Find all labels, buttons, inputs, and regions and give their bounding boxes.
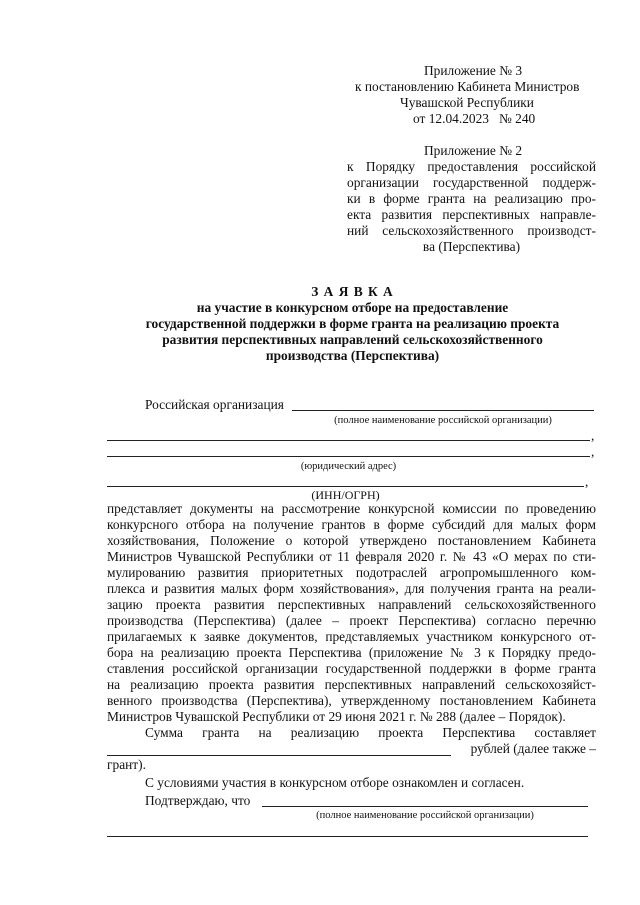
body-line: зацию проекта развития перспективных направлений сельскохозяйственного <box>107 597 596 612</box>
inn-ogrn-hint: (ИНН/ОГРН) <box>311 488 380 502</box>
body-line: плекса и развития малых форм хозяйствования», для получения гранта на реали- <box>107 581 596 596</box>
address-field-line-1[interactable] <box>107 440 590 441</box>
inn-ogrn-field[interactable] <box>107 486 584 487</box>
rubles-text: рублей (далее также – <box>470 741 596 756</box>
appendix-2-line: ний сельскохозяйственного производст- <box>347 223 596 238</box>
appendix-2-line: ва (Перспектива) <box>422 239 521 254</box>
confirm-organization-field[interactable] <box>262 806 588 807</box>
comma: , <box>591 428 595 443</box>
agreement-text: С условиями участия в конкурсном отборе ознакомлен и согласен. <box>145 775 525 790</box>
document-subtitle-line: развития перспективных направлений сельскохозяйственного <box>162 332 543 347</box>
confirm-continuation-field[interactable] <box>107 836 588 837</box>
appendix-3-title: Приложение № 3 <box>424 63 523 78</box>
appendix-3-line: Чувашской Республики <box>400 95 534 110</box>
organization-name-hint: (полное наименование российской организации) <box>334 415 552 426</box>
appendix-2-line: к Порядку предоставления российской <box>347 159 596 174</box>
address-field-line-2[interactable] <box>107 456 590 457</box>
body-line: хозяйствования, Положение о которой утверждено постановлением Кабинета <box>107 533 596 548</box>
confirm-organization-hint: (полное наименование российской организации) <box>316 810 534 821</box>
grant-text: грант). <box>107 757 146 772</box>
appendix-2-line: организации государственной поддерж- <box>347 175 596 190</box>
comma: , <box>591 444 595 459</box>
body-line: бора на реализацию проекта Перспектива (приложение № 3 к Порядку предо- <box>107 645 596 660</box>
body-line: представляет документы на рассмотрение конкурсной комиссии по проведению <box>107 501 596 516</box>
appendix-3-line: к постановлению Кабинета Министров <box>355 79 580 94</box>
body-line: венного производства (Перспектива), утвержденному постановлением Кабинета <box>107 693 596 708</box>
appendix-2-title: Приложение № 2 <box>424 143 523 158</box>
address-hint: (юридический адрес) <box>300 461 397 472</box>
document-subtitle-line: государственной поддержки в форме гранта на реализацию проекта <box>145 316 560 331</box>
body-line: конкурсного отбора на получение грантов в форме субсидий для малых форм <box>107 517 596 532</box>
body-line: Министров Чувашской Республики от 11 февраля 2020 г. № 43 «О мерах по сти- <box>107 549 596 564</box>
document-subtitle-line: производства (Перспектива) <box>265 348 440 363</box>
organization-label: Российская организация <box>145 397 284 412</box>
organization-name-field[interactable] <box>292 410 594 411</box>
document-heading: З А Я В К А <box>311 284 394 299</box>
document-subtitle-line: на участие в конкурсном отборе на предоставление <box>196 300 509 315</box>
grant-sum-line: Сумма гранта на реализацию проекта Перспектива составляет <box>145 725 596 740</box>
body-line: ставления российской организации государственной поддержки в форме гранта <box>107 661 596 676</box>
appendix-2-line: ки в форме гранта на реализацию про- <box>347 191 596 206</box>
body-line-last: Министров Чувашской Республики от 29 июня 2021 г. № 288 (далее – Порядок). <box>107 709 566 724</box>
body-line: прилагаемых к заявке документов, представляемых участником конкурсного от- <box>107 629 596 644</box>
grant-sum-field[interactable] <box>107 755 451 756</box>
body-line: мулированию развития приоритетных подотраслей агропромышленного ком- <box>107 565 596 580</box>
appendix-3-date: от 12.04.2023 № 240 <box>413 111 536 126</box>
body-line: на реализацию проекта развития перспективных направлений сельскохозяйст- <box>107 677 596 692</box>
body-line: производства (Перспектива) (далее – проект Перспектива) согласно перечню <box>107 613 596 628</box>
comma: , <box>585 474 589 489</box>
confirm-label: Подтверждаю, что <box>145 793 251 808</box>
appendix-2-line: екта развития перспективных направле- <box>347 207 596 222</box>
